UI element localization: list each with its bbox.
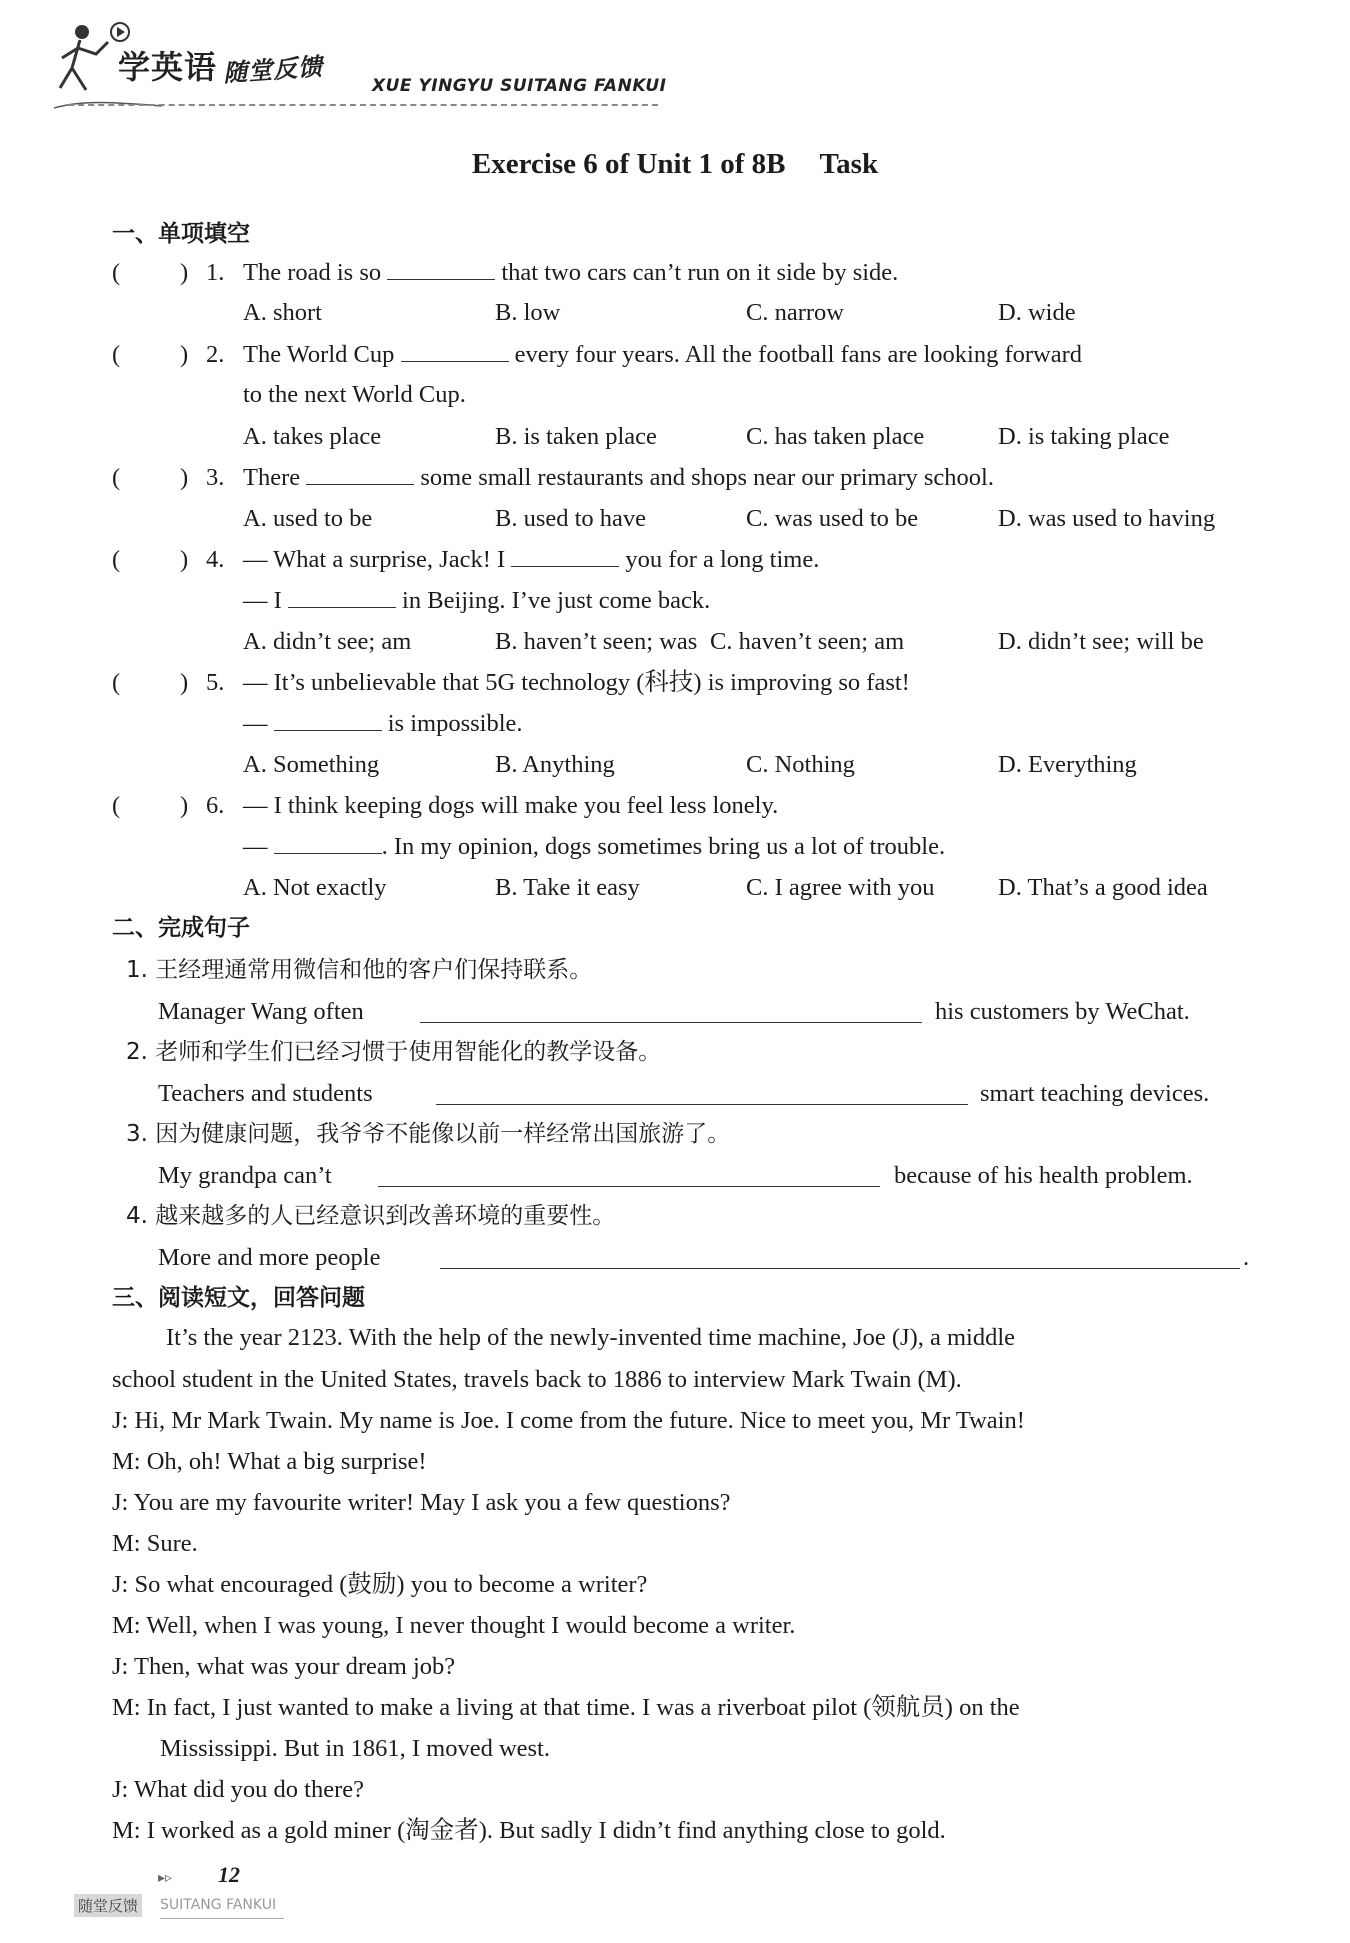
answer-blank[interactable] xyxy=(440,1246,1240,1269)
dialogue-line: M: I worked as a gold miner (淘金者). But sadly I didn’t find anything close to gold. xyxy=(112,1817,946,1844)
question-4-reply: — I in Beijing. I’ve just come back. xyxy=(243,587,711,614)
option-c[interactable]: C. was used to be xyxy=(746,505,919,532)
page-title: Exercise 6 of Unit 1 of 8B Task xyxy=(471,148,879,180)
option-a[interactable]: A. used to be xyxy=(243,505,373,532)
dialogue-line: J: Then, what was your dream job? xyxy=(112,1653,456,1680)
passage-intro-line-1: It’s the year 2123. With the help of the newly-invented time machine, Joe (J), a middle xyxy=(166,1324,1016,1351)
option-b[interactable]: B. low xyxy=(495,299,561,326)
answer-blank[interactable] xyxy=(420,1000,922,1023)
dialogue-line: J: So what encouraged (鼓励) you to become a writer? xyxy=(112,1571,648,1598)
header-title: 学英语 随堂反馈 xyxy=(118,48,325,88)
option-b[interactable]: B. is taken place xyxy=(495,423,657,450)
answer-blank[interactable] xyxy=(401,339,509,362)
header-subtitle-en: XUE YINGYU SUITANG FANKUI xyxy=(372,76,667,96)
sentence-4-chinese: 4. 越来越多的人已经意识到改善环境的重要性。 xyxy=(126,1203,616,1229)
option-d[interactable]: D. That’s a good idea xyxy=(998,874,1208,901)
question-2-continued: to the next World Cup. xyxy=(243,381,466,408)
answer-blank[interactable] xyxy=(274,831,382,854)
option-b[interactable]: B. Anything xyxy=(495,751,615,778)
option-d[interactable]: D. Everything xyxy=(998,751,1137,778)
option-d[interactable]: D. wide xyxy=(998,299,1076,326)
option-c[interactable]: C. haven’t seen; am xyxy=(710,628,905,655)
section2-heading: 二、完成句子 xyxy=(112,915,250,941)
option-a[interactable]: A. Something xyxy=(243,751,380,778)
answer-blank[interactable] xyxy=(378,1164,880,1187)
option-a[interactable]: A. Not exactly xyxy=(243,874,387,901)
dialogue-line: M: Oh, oh! What a big surprise! xyxy=(112,1448,427,1475)
dialogue-line: J: Hi, Mr Mark Twain. My name is Joe. I come from the future. Nice to meet you, Mr Twain! xyxy=(112,1407,1025,1434)
answer-blank[interactable] xyxy=(387,257,495,280)
answer-blank[interactable] xyxy=(436,1082,968,1105)
answer-blank[interactable] xyxy=(274,708,382,731)
passage-intro-line-2: school student in the United States, travels back to 1886 to interview Mark Twain (M). xyxy=(112,1366,962,1393)
sentence-1-chinese: 1. 王经理通常用微信和他的客户们保持联系。 xyxy=(126,957,593,983)
dialogue-line-continued: Mississippi. But in 1861, I moved west. xyxy=(160,1735,550,1762)
option-c[interactable]: C. Nothing xyxy=(746,751,855,778)
option-b[interactable]: B. haven’t seen; was xyxy=(495,628,698,655)
footer-tag-en: SUITANG FANKUI xyxy=(160,1897,277,1913)
section3-heading: 三、阅读短文，回答问题 xyxy=(112,1285,365,1311)
answer-blank[interactable] xyxy=(306,462,414,485)
question-6-reply: — . In my opinion, dogs sometimes bring us a lot of trouble. xyxy=(243,833,946,860)
option-b[interactable]: B. Take it easy xyxy=(495,874,640,901)
dialogue-line: M: In fact, I just wanted to make a living at that time. I was a riverboat pilot (领航员) on the xyxy=(112,1694,1020,1721)
dialogue-line: J: What did you do there? xyxy=(112,1776,364,1803)
header-divider xyxy=(68,104,658,106)
dialogue-line: M: Sure. xyxy=(112,1530,198,1557)
sentence-3-chinese: 3. 因为健康问题，我爷爷不能像以前一样经常出国旅游了。 xyxy=(126,1121,731,1147)
page-number: 12 xyxy=(218,1862,240,1887)
option-c[interactable]: C. I agree with you xyxy=(746,874,935,901)
footer-tag: 随堂反馈 xyxy=(74,1894,142,1917)
option-d[interactable]: D. is taking place xyxy=(998,423,1170,450)
answer-blank[interactable] xyxy=(288,585,396,608)
answer-blank[interactable] xyxy=(511,544,619,567)
option-d[interactable]: D. was used to having xyxy=(998,505,1216,532)
option-a[interactable]: A. takes place xyxy=(243,423,382,450)
option-c[interactable]: C. narrow xyxy=(746,299,844,326)
option-a[interactable]: A. short xyxy=(243,299,322,326)
option-b[interactable]: B. used to have xyxy=(495,505,647,532)
play-arrow-icon: ▸▹ xyxy=(158,1870,173,1886)
question-5-reply: — is impossible. xyxy=(243,710,523,737)
option-a[interactable]: A. didn’t see; am xyxy=(243,628,412,655)
section1-heading: 一、单项填空 xyxy=(112,221,250,247)
sentence-2-chinese: 2. 老师和学生们已经习惯于使用智能化的教学设备。 xyxy=(126,1039,662,1065)
option-d[interactable]: D. didn’t see; will be xyxy=(998,628,1204,655)
dialogue-line: J: You are my favourite writer! May I ask you a few questions? xyxy=(112,1489,731,1516)
footer-divider xyxy=(160,1918,284,1919)
option-c[interactable]: C. has taken place xyxy=(746,423,925,450)
header-subtitle-cn: 随堂反馈 xyxy=(222,52,325,88)
dialogue-line: M: Well, when I was young, I never thought I would become a writer. xyxy=(112,1612,796,1639)
